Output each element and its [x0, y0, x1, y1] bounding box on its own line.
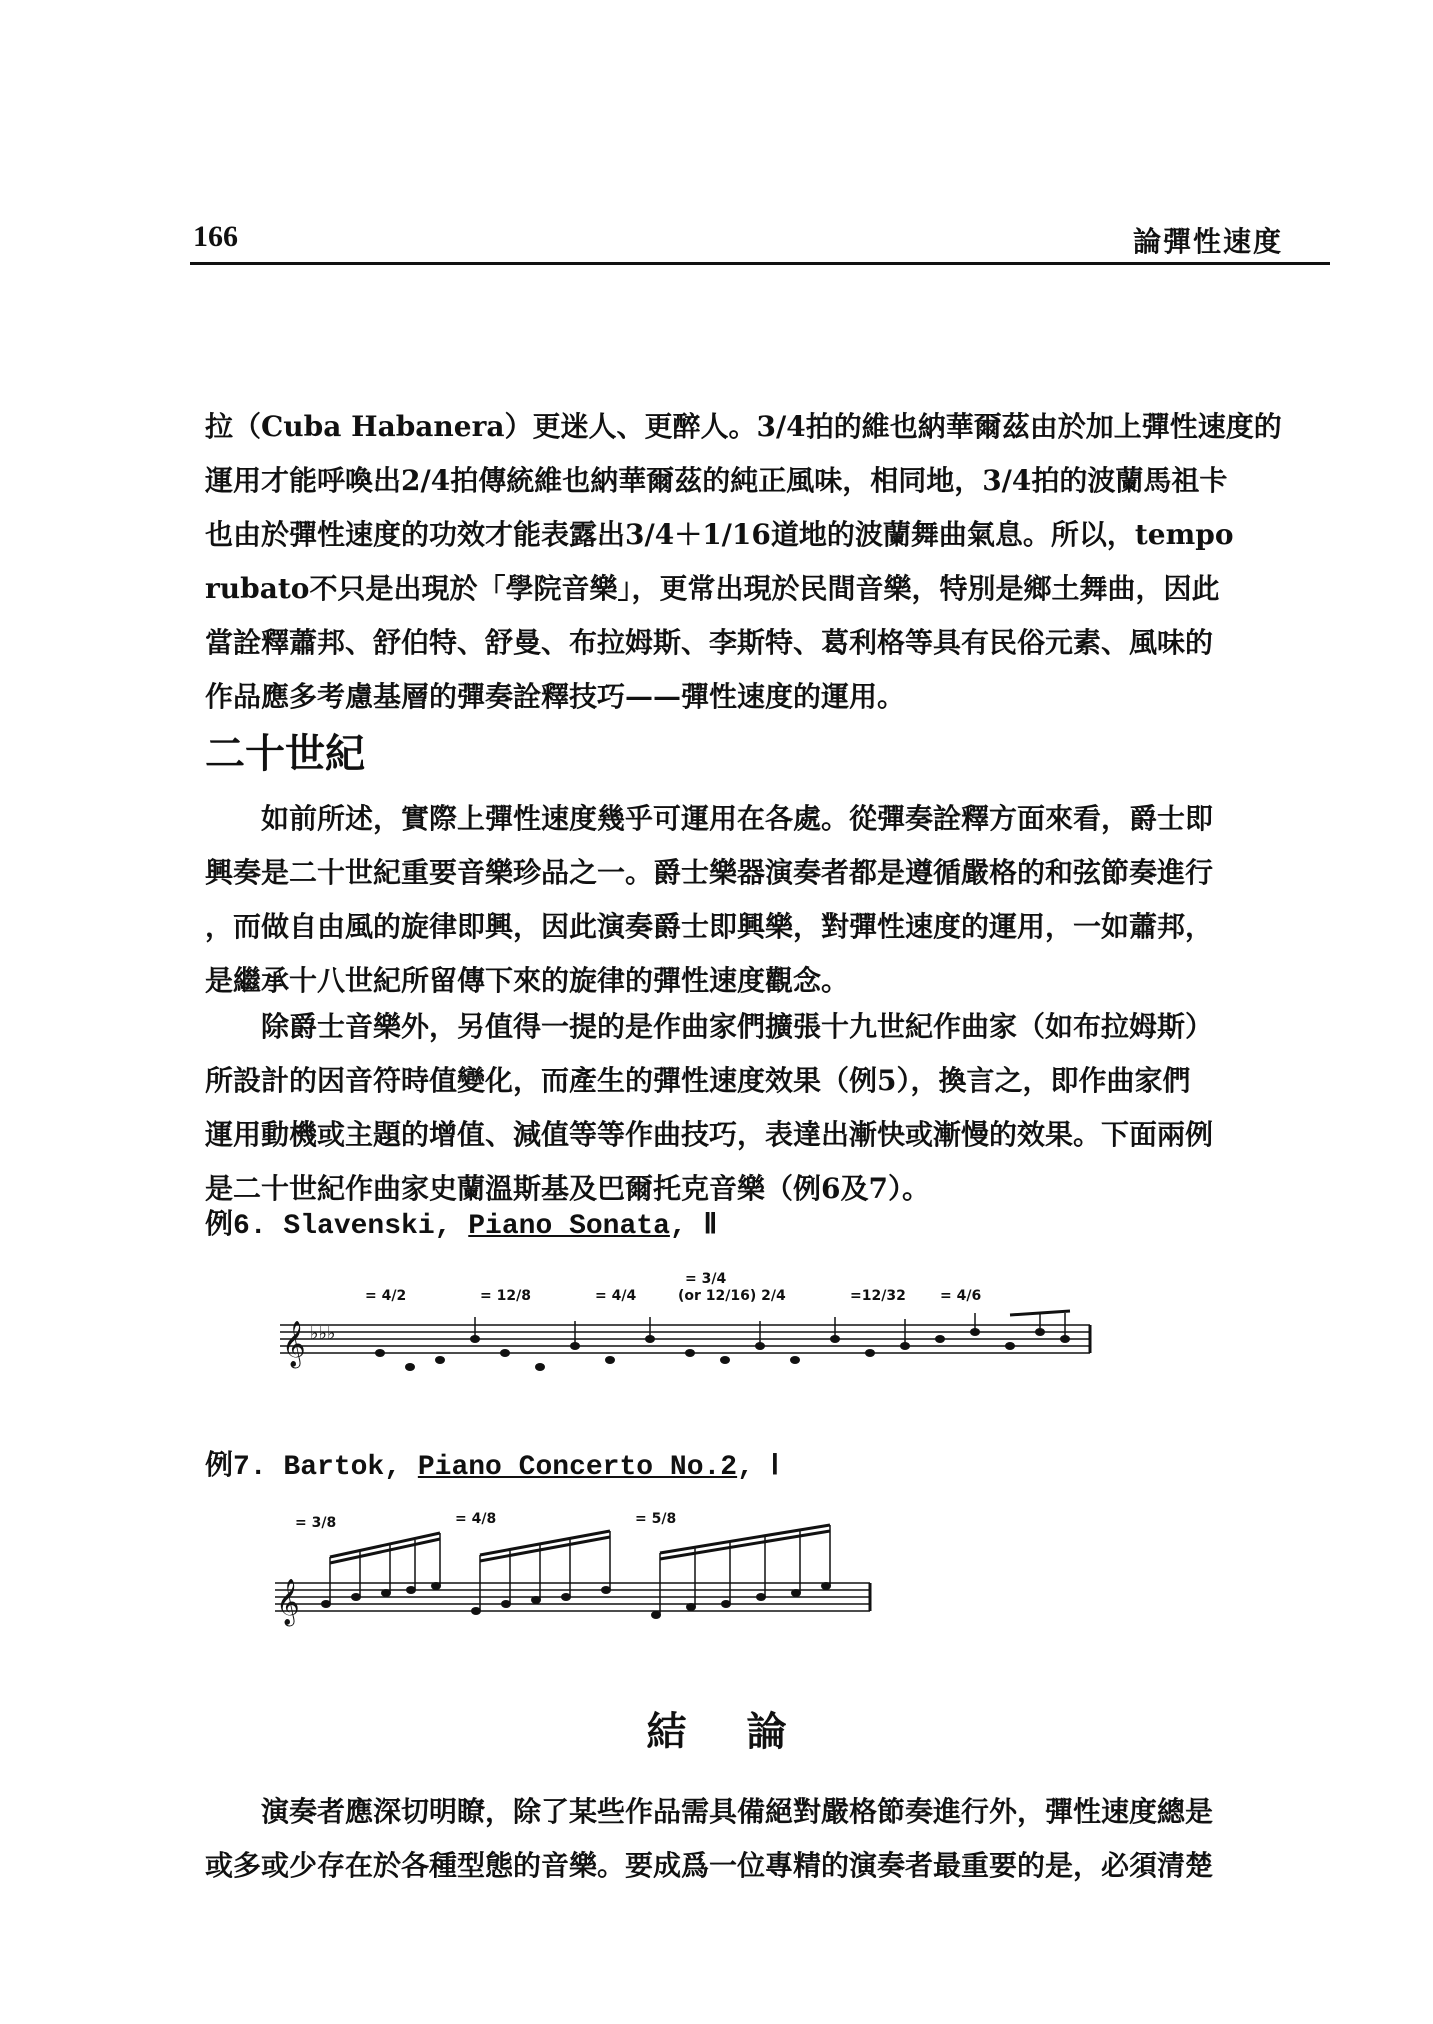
treble-clef-icon: 𝄞 [276, 1579, 300, 1625]
tempo-marking: = 3/4 [685, 1271, 727, 1287]
example-7-suffix: , Ⅰ [737, 1452, 779, 1483]
flat-icon: ♭♭♭ [310, 1323, 336, 1344]
paragraph-line: 如前所述，實際上彈性速度幾乎可運用在各處。從彈奏詮釋方面來看，爵士即 [205, 802, 1214, 835]
notes [321, 1525, 831, 1619]
tempo-marking: (or 12/16) 2/4 [678, 1288, 786, 1304]
example-7-label [205, 1443, 779, 1483]
paragraph-line: ，而做自由風的旋律即興，因此演奏爵士即興樂，對彈性速度的運用，一如蕭邦， [205, 910, 1214, 943]
paragraph-line: 也由於彈性速度的功效才能表露出3/4＋1/16道地的波蘭舞曲氣息。所以，tempo [205, 518, 1234, 551]
example-6-score [270, 1265, 1100, 1395]
staff-lines [280, 1325, 1090, 1353]
paragraph-line: 運用才能呼喚出2/4拍傳統維也納華爾茲的純正風味，相同地，3/4拍的波蘭馬祖卡 [205, 464, 1228, 497]
example-6-suffix: , Ⅱ [669, 1211, 718, 1242]
paragraph-line: 拉（Cuba Habanera）更迷人、更醉人。3/4拍的維也納華爾茲由於加上彈性速度的 [205, 410, 1282, 443]
tempo-marking: = 12/8 [480, 1288, 531, 1304]
tempo-marking: = 4/6 [940, 1288, 982, 1304]
running-title: 論彈性速度 [1132, 225, 1283, 258]
paragraph-2 [205, 792, 1295, 1008]
conclusion-heading: 結論 [646, 1709, 847, 1755]
tempo-marking: = 4/2 [365, 1288, 407, 1304]
example-7-score [270, 1505, 890, 1645]
paragraph-line: 興奏是二十世紀重要音樂珍品之一。爵士樂器演奏者都是遵循嚴格的和弦節奏進行 [205, 856, 1214, 889]
paragraph-line: 是繼承十八世紀所留傳下來的旋律的彈性速度觀念。 [205, 964, 850, 997]
example-6-work: Piano Sonata [468, 1211, 670, 1242]
example-7-work: Piano Concerto No.2 [417, 1452, 738, 1483]
paragraph-line: 或多或少存在於各種型態的音樂。要成爲一位專精的演奏者最重要的是，必須清楚 [205, 1849, 1214, 1882]
example-6-prefix: 例6. Slavenski, [205, 1211, 469, 1242]
paragraph-line: 當詮釋蕭邦、舒伯特、舒曼、布拉姆斯、李斯特、葛利格等具有民俗元素、風味的 [205, 626, 1214, 659]
treble-clef-icon: 𝄞 [282, 1321, 306, 1367]
section-heading: 二十世紀 [205, 731, 365, 777]
paragraph-3 [205, 1000, 1295, 1216]
paragraph-line: 演奏者應深切明瞭，除了某些作品需具備絕對嚴格節奏進行外，彈性速度總是 [205, 1795, 1214, 1828]
page-number: 166 [193, 220, 238, 253]
paragraph-line: 是二十世紀作曲家史蘭溫斯基及巴爾托克音樂（例6及7）。 [205, 1172, 930, 1205]
tempo-marking: = 5/8 [635, 1511, 677, 1527]
paragraph-line: 除爵士音樂外，另值得一提的是作曲家們擴張十九世紀作曲家（如布拉姆斯） [205, 1010, 1214, 1043]
tempo-marking: =12/32 [850, 1288, 906, 1304]
notes [375, 1328, 1070, 1371]
paragraph-4 [205, 1785, 1295, 1893]
paragraph-1 [205, 400, 1295, 724]
beams [330, 1525, 830, 1563]
staff-lines [275, 1583, 870, 1611]
example-6-label [205, 1202, 717, 1242]
header-rule [190, 262, 1330, 265]
paragraph-line: rubato不只是出現於「學院音樂」，更常出現於民間音樂，特別是鄉土舞曲，因此 [205, 572, 1220, 605]
paragraph-line: 所設計的因音符時值變化，而產生的彈性速度效果（例5），換言之，即作曲家們 [205, 1064, 1191, 1097]
paragraph-line: 作品應多考慮基層的彈奏詮釋技巧——彈性速度的運用。 [205, 680, 906, 713]
note-stems [475, 1311, 1070, 1346]
tempo-marking: = 4/8 [455, 1511, 497, 1527]
example-7-prefix: 例7. Bartok, [205, 1452, 418, 1483]
tempo-marking: = 4/4 [595, 1288, 637, 1304]
tempo-marking: = 3/8 [295, 1515, 337, 1531]
paragraph-line: 運用動機或主題的增值、減值等等作曲技巧，表達出漸快或漸慢的效果。下面兩例 [205, 1118, 1214, 1151]
